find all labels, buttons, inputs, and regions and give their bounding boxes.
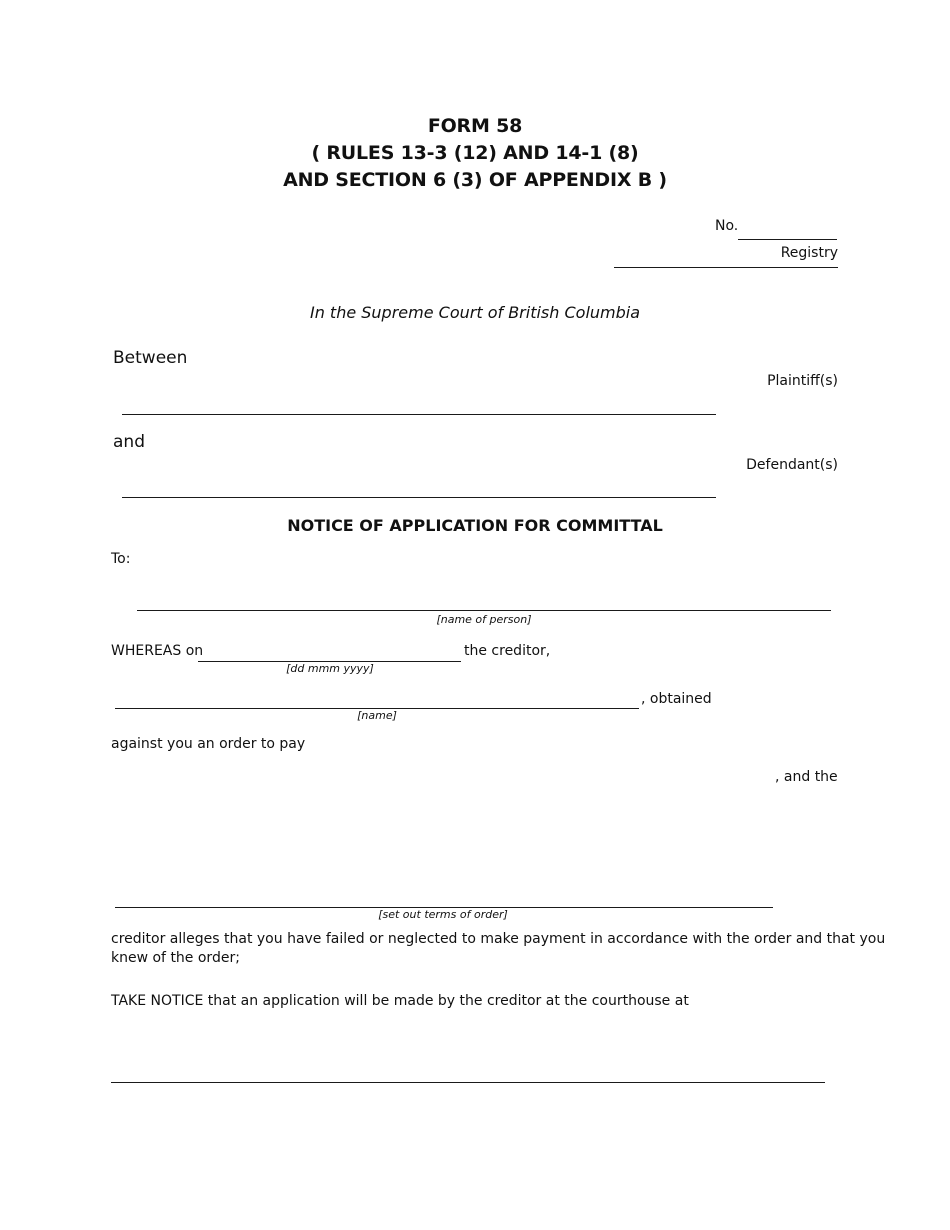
no-field[interactable]	[738, 239, 837, 240]
courthouse-field[interactable]	[111, 1082, 825, 1083]
allegation-line-1: creditor alleges that you have failed or neglected to make payment in accordance with the order and that you	[111, 931, 886, 947]
no-label: No.	[715, 218, 739, 234]
person-name-field[interactable]	[137, 610, 831, 611]
whereas-label: WHEREAS on	[111, 643, 204, 659]
plaintiff-field[interactable]	[122, 414, 716, 415]
date-caption: [dd mmm yyyy]	[286, 662, 374, 675]
form-number: FORM 58	[427, 115, 523, 137]
rules-reference: ( RULES 13-3 (12) AND 14-1 (8)	[311, 142, 639, 164]
to-label: To:	[111, 551, 131, 567]
and-the-text: , and the	[775, 769, 838, 785]
notice-title: NOTICE OF APPLICATION FOR COMMITTAL	[287, 516, 663, 535]
creditor-text: the creditor,	[464, 643, 551, 659]
and-label: and	[113, 432, 145, 452]
registry-field[interactable]	[614, 267, 838, 268]
registry-label: Registry	[780, 245, 838, 261]
obtained-text: , obtained	[641, 691, 712, 707]
appendix-reference: AND SECTION 6 (3) OF APPENDIX B )	[283, 169, 667, 191]
name-caption: [name]	[357, 709, 397, 722]
order-text: against you an order to pay	[111, 736, 306, 752]
court-name: In the Supreme Court of British Columbia	[309, 303, 641, 322]
defendant-label: Defendant(s)	[746, 457, 838, 473]
allegation-line-2: knew of the order;	[111, 950, 240, 966]
defendant-field[interactable]	[122, 497, 716, 498]
between-label: Between	[113, 348, 188, 368]
name-of-person-caption: [name of person]	[436, 613, 532, 626]
plaintiff-label: Plaintiff(s)	[767, 373, 838, 389]
take-notice-text: TAKE NOTICE that an application will be made by the creditor at the courthouse at	[111, 993, 689, 1009]
terms-caption: [set out terms of order]	[378, 908, 508, 921]
